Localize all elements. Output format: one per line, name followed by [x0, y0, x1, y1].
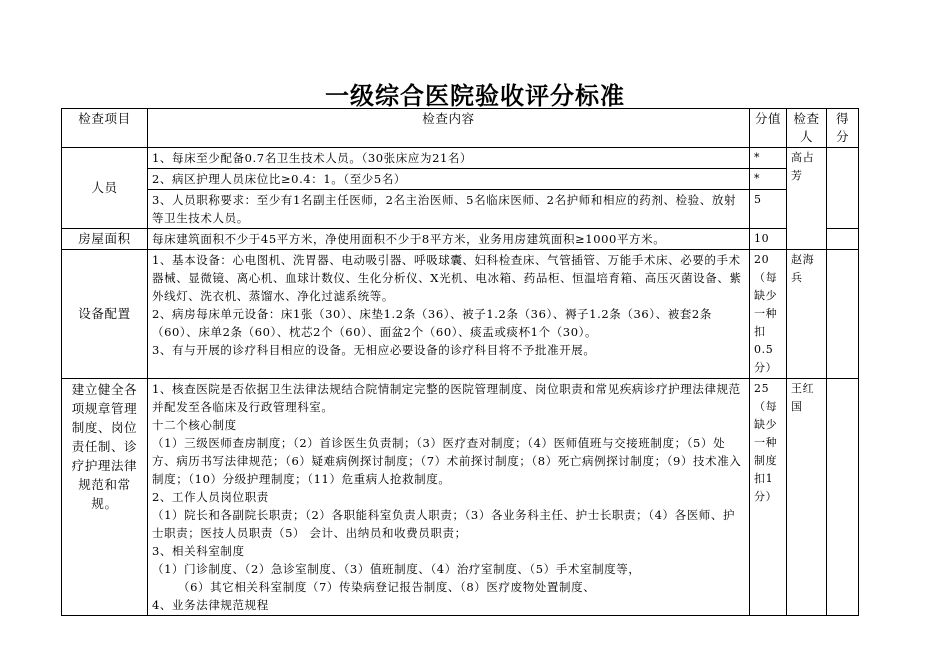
item-area: 房屋面积 — [62, 229, 148, 250]
page-title: 一级综合医院验收评分标准 — [325, 82, 625, 110]
content-area: 每床建筑面积不少于45平方米，净使用面积不少于8平方米，业务用房建筑面积≥1000平方米。 — [148, 229, 750, 250]
inspector-staff: 高占芳 — [787, 148, 827, 250]
got-staff — [827, 148, 859, 229]
content-equipment — [148, 250, 750, 379]
table-row — [62, 148, 859, 169]
table-row — [62, 250, 859, 379]
equipment-line: 3、有与开展的诊疗科目相应的设备。无相应必要设备的诊疗科目将不予批准开展。 — [152, 343, 596, 357]
content-staff-3: 3、人员职称要求：至少有1名副主任医师，2名主治医师、5名临床医师、2名护师和相应的药剂、检验、放射等卫生技术人员。 — [148, 190, 750, 229]
got-equipment — [827, 250, 859, 379]
table-row — [62, 190, 859, 229]
score-equipment: 20（每缺少一种扣0.5分） — [750, 250, 787, 379]
header-content: 检查内容 — [148, 109, 750, 148]
content-rules — [148, 379, 750, 616]
table-row — [62, 229, 859, 250]
score-area: 10 — [750, 229, 787, 250]
item-equipment: 设备配置 — [62, 250, 148, 379]
rules-line: 2、工作人员岗位职责 — [152, 490, 269, 504]
item-staff: 人员 — [62, 148, 148, 229]
score-staff-1: * — [750, 148, 787, 169]
header-score: 分值 — [750, 109, 787, 148]
rules-line: （1）院长和各副院长职责；（2）各职能科室负责人职责；（3）各业务科主任、护士长职责；（4）各医师、护士职责；医技人员职责（5） 会计、出纳员和收费员职责； — [152, 508, 736, 540]
scoring-table — [61, 108, 859, 616]
rules-line: （6）其它相关科室制度（7）传染病登记报告制度、（8）医疗废物处置制度、 — [178, 580, 596, 594]
header-got: 得分 — [827, 109, 859, 148]
got-area — [827, 229, 859, 250]
header-item: 检查项目 — [62, 109, 148, 148]
rules-line: 3、相关科室制度 — [152, 544, 245, 558]
rules-line: 十二个核心制度 — [152, 418, 237, 432]
item-rules: 建立健全各项规章管理制度、岗位责任制、诊疗护理法律规范和常规。 — [62, 379, 148, 616]
got-rules — [827, 379, 859, 616]
content-staff-2: 2、病区护理人员床位比≥0.4：1。（至少5名） — [148, 169, 750, 190]
score-rules: 25（每缺少一种制度扣1分） — [750, 379, 787, 616]
table-row — [62, 379, 859, 616]
inspector-equipment: 赵海兵 — [787, 250, 827, 379]
inspector-rules: 王红国 — [787, 379, 827, 616]
rules-line: 4、业务法律规范规程 — [152, 598, 269, 612]
content-staff-1: 1、每床至少配备0.7名卫生技术人员。（30张床应为21名） — [148, 148, 750, 169]
rules-line: 1、核查医院是否依据卫生法律法规结合院情制定完整的医院管理制度、岗位职责和常见疾病诊疗护理法律规范并配发至各临床及行政管理科室。 — [152, 382, 741, 414]
equipment-line: 1、基本设备：心电图机、洗胃器、电动吸引器、呼吸球囊、妇科检查床、气管插管、万能手术床、必要的手术器械、显微镜、离心机、血球计数仪、生化分析仪、X光机、电冰箱、药品柜、恒温培育箱、高压灭菌设备、紫外线灯、洗衣机、蒸馏水、净化过滤系统等。 — [152, 253, 742, 303]
table-header-row — [62, 109, 859, 148]
table-row — [62, 169, 859, 190]
header-inspector: 检查人 — [787, 109, 827, 148]
score-staff-2: * — [750, 169, 787, 190]
rules-line: （1）三级医师查房制度；（2）首诊医生负责制；（3）医疗查对制度；（4）医师值班与交接班制度；（5）处方、病历书写法律规范；（6）疑难病例探讨制度；（7）术前探讨制度；（8）死亡病例探讨制度；（9）技术准入制度；（10）分级护理制度；（11）危重病人抢救制度。 — [152, 436, 742, 486]
equipment-line: 2、病房每床单元设备：床1张（30）、床垫1.2条（36）、被子1.2条（36）、褥子1.2条（36）、被套2条（60）、床单2条（60）、枕芯2个（60）、面盆2个（60）、痰盂或痰杯1个（30）。 — [152, 307, 712, 339]
score-staff-3: 5 — [750, 190, 787, 229]
rules-line: （1）门诊制度、（2）急诊室制度、（3）值班制度、（4）治疗室制度、（5）手术室制度等， — [152, 562, 641, 576]
